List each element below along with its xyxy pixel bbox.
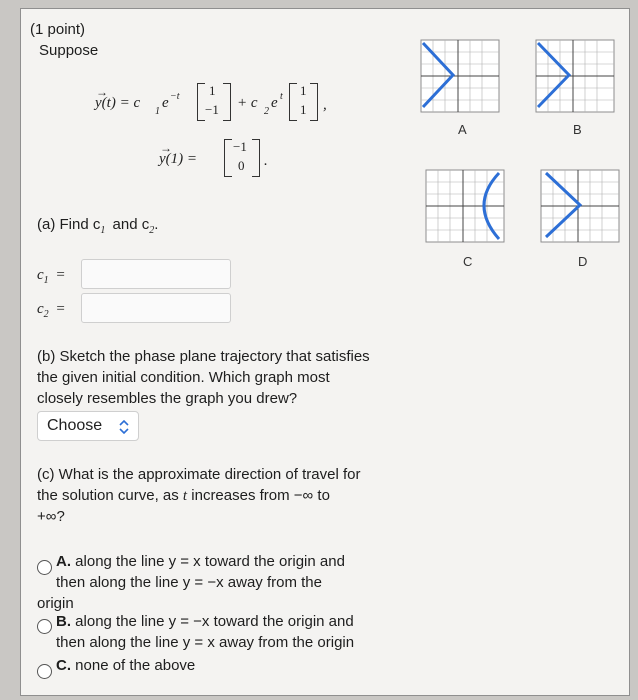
equation-comma: , (323, 97, 327, 113)
updown-chevron-icon (118, 420, 130, 434)
option-b-line-2: then along the line y = x away from the origin (56, 634, 355, 651)
radio-option-b[interactable] (37, 619, 52, 634)
exp-base-2: e (271, 95, 278, 111)
option-a-line-1: A. along the line y = x toward the origin and (56, 553, 345, 570)
graph-a[interactable] (418, 37, 504, 117)
y-of-1-label: y(1) = (159, 151, 198, 167)
graph-d[interactable] (538, 167, 624, 247)
graph-c[interactable] (423, 167, 509, 247)
vector-arrow-2: → (160, 141, 172, 155)
option-a-line-3: origin (37, 595, 74, 612)
problem-card (20, 8, 630, 696)
part-c-line-3: +∞? (37, 508, 65, 525)
part-c-line-2: the solution curve, as t increases from −∞ to (37, 487, 330, 504)
radio-option-a[interactable] (37, 560, 52, 575)
c1-subscript: 1 (155, 106, 160, 117)
c2-label: $c_2$ = (37, 301, 65, 320)
c2-input[interactable] (81, 293, 231, 323)
vector2-right-bracket (310, 83, 318, 121)
radio-option-c[interactable] (37, 664, 52, 679)
exponent-1: −t (170, 91, 180, 102)
vector1-bottom: −1 (205, 102, 219, 117)
c1-input[interactable] (81, 259, 231, 289)
vector-arrow: → (96, 85, 108, 99)
graph-d-label: D (578, 254, 588, 269)
init-left-bracket (224, 139, 232, 177)
graph-b-label: B (573, 122, 582, 137)
graph-b[interactable] (533, 37, 619, 117)
vector2-top: 1 (300, 83, 307, 98)
plus-c2: + c (237, 95, 258, 111)
option-b-line-1: B. along the line y = −x toward the origin and (56, 613, 354, 630)
suppose-label: Suppose (39, 42, 99, 59)
vector2-bottom: 1 (300, 102, 307, 117)
vector2-left-bracket (289, 83, 297, 121)
part-c-line-1: (c) What is the approximate direction of travel for (37, 466, 361, 483)
part-b-line-1: (b) Sketch the phase plane trajectory that satisfies (37, 348, 370, 365)
graph-c-label: C (463, 254, 473, 269)
option-a-line-2: then along the line y = −x away from the (56, 574, 322, 591)
points-label: (1 point) (30, 21, 86, 38)
equation-period: . (264, 153, 268, 169)
vector1-left-bracket (197, 83, 205, 121)
select-value: Choose (47, 417, 103, 434)
option-c-line-1: C. none of the above (56, 657, 196, 674)
exp-base-1: e (162, 95, 169, 111)
init-bottom: 0 (238, 158, 245, 173)
vector1-top: 1 (209, 83, 216, 98)
part-b-line-3: closely resembles the graph you drew? (37, 390, 298, 407)
graph-choice-select[interactable] (37, 411, 139, 441)
part-b-line-2: the given initial condition. Which graph most (37, 369, 330, 386)
graph-a-label: A (458, 122, 467, 137)
y-of-t-label: y(t) = c (95, 95, 141, 111)
c1-label: $c_1$ = (37, 267, 65, 286)
vector1-right-bracket (223, 83, 231, 121)
exponent-2: t (280, 91, 283, 102)
init-right-bracket (252, 139, 260, 177)
init-top: −1 (233, 139, 247, 154)
part-a-question: (a) Find $c_1$ and $c_2$. (37, 216, 159, 236)
c2-subscript: 2 (264, 106, 269, 117)
